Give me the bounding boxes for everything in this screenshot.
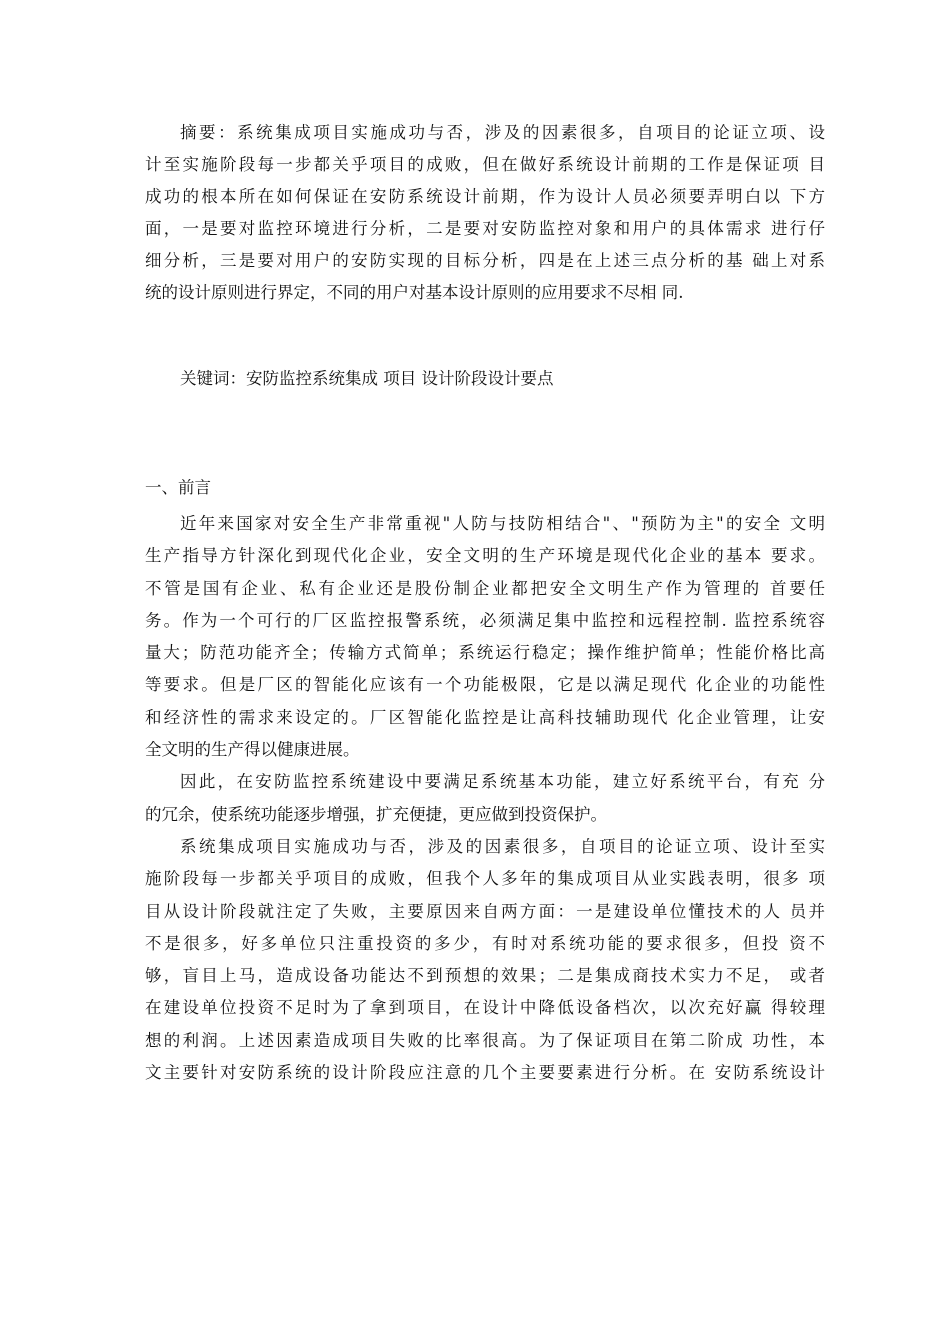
body-line: 等要求。但是厂区的智能化应该有一个功能极限，它是以满足现代 化企业的功能性 [145,675,825,695]
section-body [145,508,825,1089]
body-line: 在建设单位投资不足时为了拿到项目，在设计中降低设备档次，以次充好赢 得较理 [145,998,825,1018]
abstract-line: 统的设计原则进行界定，不同的用户对基本设计原则的应用要求不尽相 同. [145,283,684,302]
keywords-text: 关键词：安防监控系统集成 项目 设计阶段设计要点 [180,369,554,388]
body-line: 因此，在安防监控系统建设中要满足系统基本功能，建立好系统平台，有充 分 [180,772,825,792]
abstract-line: 细分析，三是要对用户的安防实现的目标分析，四是在上述三点分析的基 础上对系 [145,251,825,270]
body-line: 全文明的生产得以健康进展。 [145,740,360,760]
body-line: 够，盲目上马，造成设备功能达不到预想的效果；二是集成商技术实力不足， 或者 [145,966,825,986]
body-line: 近年来国家对安全生产非常重视"人防与技防相结合"、"预防为主"的安全 文明 [180,514,825,533]
abstract-line: 成功的根本所在如何保证在安防系统设计前期，作为设计人员必须要弄明白以 下方 [145,187,825,206]
body-line: 施阶段每一步都关乎项目的成败，但我个人多年的集成项目从业实践表明，很多 项 [145,869,825,889]
body-line: 目从设计阶段就注定了失败，主要原因来自两方面：一是建设单位懂技术的人 员并 [145,901,825,921]
section-heading [145,472,825,504]
keywords-line [145,363,825,395]
abstract-line: 摘要：系统集成项目实施成功与否，涉及的因素很多，自项目的论证立项、设 [180,123,825,142]
body-line: 量大；防范功能齐全；传输方式简单；系统运行稳定；操作维护简单；性能价格比高 [145,643,825,663]
body-line: 想的利润。上述因素造成项目失败的比率很高。为了保证项目在第二阶成 功性，本 [145,1030,825,1050]
body-line: 的冗余，使系统功能逐步增强，扩充便捷，更应做到投资保护。 [145,804,607,824]
body-line: 系统集成项目实施成功与否，涉及的因素很多，自项目的论证立项、设计至实 [180,836,825,856]
body-line: 和经济性的需求来设定的。厂区智能化监控是让高科技辅助现代 化企业管理，让安 [145,707,825,727]
body-line: 文主要针对安防系统的设计阶段应注意的几个主要要素进行分析。在 安防系统设计 [145,1063,825,1083]
abstract-line: 面，一是要对监控环境进行分析，二是要对安防监控对象和用户的具体需求 进行仔 [145,219,825,238]
abstract-line: 计至实施阶段每一步都关乎项目的成败，但在做好系统设计前期的工作是保证项 目 [145,155,825,174]
abstract-paragraph [145,117,825,309]
section-heading-text: 一、前言 [145,478,211,497]
body-line: 不是很多，好多单位只注重投资的多少，有时对系统功能的要求很多，但投 资不 [145,933,825,953]
body-line: 不管是国有企业、私有企业还是股份制企业都把安全文明生产作为管理的 首要任 [145,578,825,598]
body-line: 务。作为一个可行的厂区监控报警系统，必须满足集中监控和远程控制. 监控系统容 [145,610,825,630]
body-line: 生产指导方针深化到现代化企业，安全文明的生产环境是现代化企业的基本 要求。 [145,546,825,566]
